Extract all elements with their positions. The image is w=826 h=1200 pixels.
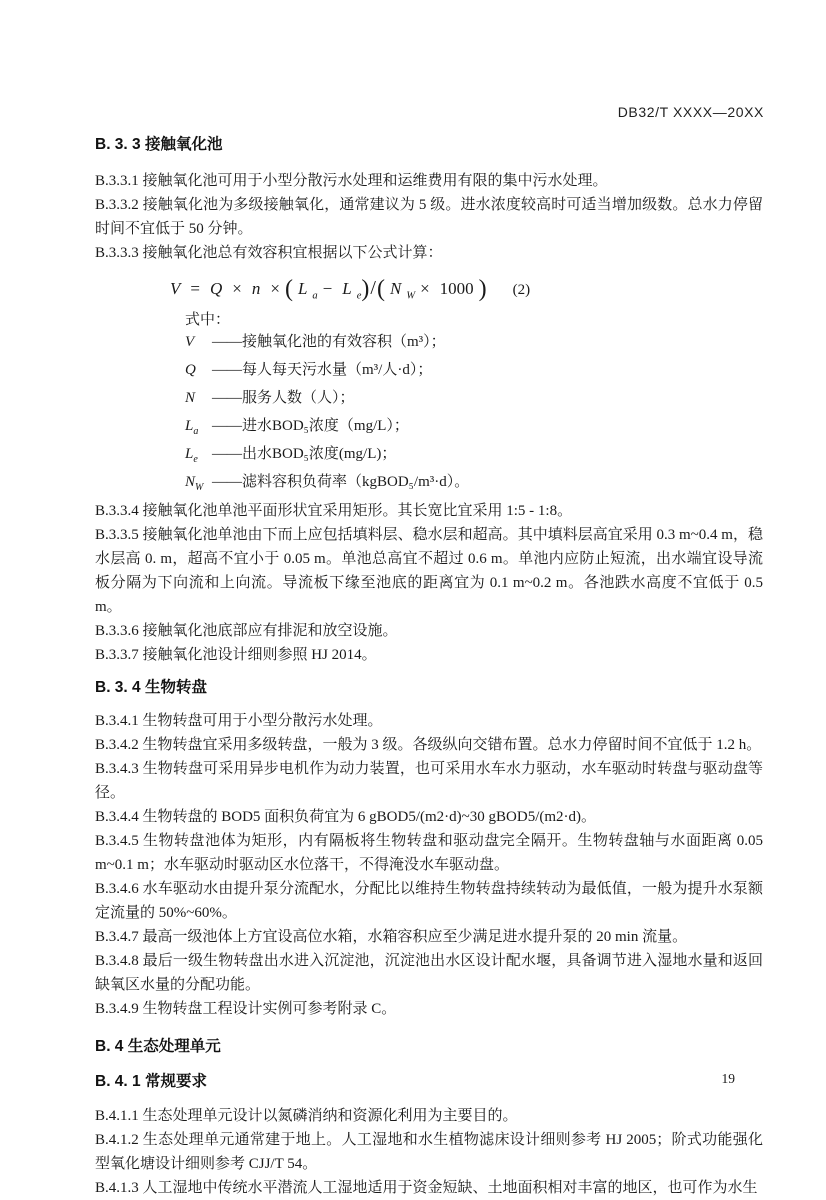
variable-description: ——滤料容积负荷率（kgBOD₅/m³·d）。 bbox=[212, 474, 470, 490]
formula-subscript-e: e bbox=[356, 290, 362, 302]
paragraph-b348: B.3.4.8 最后一级生物转盘出水进入沉淀池，沉淀池出水区设计配水堰，具备调节进入湿地水量和返回缺氧区水量的分配功能。 bbox=[95, 953, 763, 993]
definition-row-nw bbox=[95, 471, 763, 499]
variable-base: V bbox=[185, 334, 195, 350]
definition-row-le bbox=[95, 443, 763, 471]
formula-var-v: V bbox=[170, 279, 181, 298]
variable-description: ——进水BOD₅浓度（mg/L）； bbox=[212, 418, 409, 434]
section-heading-b41: B. 4. 1 常规要求 bbox=[95, 1073, 207, 1090]
variable-base: L bbox=[185, 418, 194, 434]
definition-row-n bbox=[95, 387, 763, 415]
paragraph-b341: B.3.4.1 生物转盘可用于小型分散污水处理。 bbox=[95, 713, 383, 729]
formula-constant-1000: 1000 bbox=[439, 279, 474, 298]
variable-symbol bbox=[185, 443, 212, 471]
paragraph-b412: B.4.1.2 生态处理单元通常建于地上。人工湿地和水生植物滤床设计细则参考 HJ 2005；阶式功能强化型氧化塘设计细则参考 CJJ/T 54。 bbox=[95, 1132, 763, 1172]
definition-row-q bbox=[95, 359, 763, 387]
variable-symbol bbox=[185, 471, 212, 499]
section-heading-b4: B. 4 生态处理单元 bbox=[95, 1038, 221, 1055]
multiply-sign: × bbox=[420, 279, 430, 298]
variable-subscript: W bbox=[195, 482, 204, 493]
formula-var-la: L bbox=[297, 279, 308, 298]
variable-subscript: e bbox=[193, 454, 198, 465]
variable-description: ——接触氧化池的有效容积（m³）； bbox=[212, 334, 446, 350]
standard-code-header: DB32/T XXXX—20XX bbox=[617, 104, 764, 120]
variable-description: ——出水BOD₅浓度(mg/L)； bbox=[212, 446, 397, 462]
paragraph-b345: B.3.4.5 生物转盘池体为矩形，内有隔板将生物转盘和驱动盘完全隔开。生物转盘轴与水面距离 0.05 m~0.1 m；水车驱动时驱动区水位落干，不得淹没水车驱动盘。 bbox=[95, 833, 763, 873]
close-paren: ) bbox=[361, 276, 370, 302]
open-paren: ( bbox=[284, 276, 293, 302]
paragraph-b349: B.3.4.9 生物转盘工程设计实例可参考附录 C。 bbox=[95, 1001, 397, 1017]
variable-base: Q bbox=[185, 362, 196, 378]
variable-symbol bbox=[185, 415, 212, 443]
paragraph-b413: B.4.1.3 人工湿地中传统水平潜流人工湿地适用于资金短缺、土地面积相对丰富的地区，也可作为水生 bbox=[95, 1180, 758, 1196]
where-label: 式中： bbox=[185, 312, 231, 328]
multiply-sign: × bbox=[232, 279, 242, 298]
formula-var-q: Q bbox=[209, 279, 223, 298]
paragraph-b342: B.3.4.2 生物转盘宜采用多级转盘，一般为 3 级。各级纵向交错布置。总水力停留时间不宜低于 1.2 h。 bbox=[95, 737, 762, 753]
multiply-sign: × bbox=[270, 279, 280, 298]
section-heading-b33: B. 3. 3 接触氧化池 bbox=[95, 136, 223, 153]
variable-subscript: a bbox=[193, 426, 199, 437]
divide-sign: / bbox=[370, 277, 376, 299]
page-content bbox=[95, 134, 763, 1200]
formula-subscript-a: a bbox=[312, 290, 318, 302]
minus-sign: − bbox=[322, 279, 333, 298]
variable-description: ——服务人数（人）； bbox=[212, 390, 355, 406]
variable-base: N bbox=[185, 390, 196, 406]
formula-var-n: n bbox=[251, 279, 261, 298]
paragraph-b411: B.4.1.1 生态处理单元设计以氮磷消纳和资源化利用为主要目的。 bbox=[95, 1108, 518, 1124]
paragraph-b344: B.3.4.4 生物转盘的 BOD5 面积负荷宜为 6 gBOD5/(m2·d)~30 gBOD5/(m2·d)。 bbox=[95, 809, 597, 825]
paragraph-b347: B.3.4.7 最高一级池体上方宜设高位水箱，水箱容积应至少满足进水提升泵的 20 min 流量。 bbox=[95, 929, 688, 945]
paragraph-b336: B.3.3.6 接触氧化池底部应有排泥和放空设施。 bbox=[95, 623, 398, 639]
paragraph-b334: B.3.3.4 接触氧化池单池平面形状宜采用矩形。其长宽比宜采用 1:5 - 1:8。 bbox=[95, 503, 573, 519]
definition-row-v bbox=[95, 331, 763, 359]
equals-sign: = bbox=[190, 279, 200, 298]
equation-number: (2) bbox=[512, 282, 531, 298]
section-heading-b34: B. 3. 4 生物转盘 bbox=[95, 679, 207, 696]
variable-description: ——每人每天污水量（m³/人·d）； bbox=[212, 362, 433, 378]
variable-symbol bbox=[185, 359, 212, 387]
variable-symbol bbox=[185, 387, 212, 415]
paragraph-b337: B.3.3.7 接触氧化池设计细则参照 HJ 2014。 bbox=[95, 647, 377, 663]
definition-row-la bbox=[95, 415, 763, 443]
paragraph-b332: B.3.3.2 接触氧化池为多级接触氧化，通常建议为 5 级。进水浓度较高时可适当增加级数。总水力停留时间不宜低于 50 分钟。 bbox=[95, 197, 763, 237]
paragraph-b335: B.3.3.5 接触氧化池单池由下而上应包括填料层、稳水层和超高。其中填料层高宜采用 0.3 m~0.4 m，稳水层高 0. m，超高不宜小于 0.05 m。单池总高宜不超过 0.6 m。单池内应防止短流，出水端宜设导流板分隔为下向流和上向流。导流板下缘至池底的距离宜为 0.1 m~0.2 m。各池跌水高度不宜低于 0.5 m。 bbox=[95, 527, 763, 615]
variable-symbol bbox=[185, 331, 212, 359]
paragraph-b333: B.3.3.3 接触氧化池总有效容积宜根据以下公式计算： bbox=[95, 245, 443, 261]
paragraph-b343: B.3.4.3 生物转盘可采用异步电机作为动力装置，也可采用水车水力驱动，水车驱动时转盘与驱动盘等径。 bbox=[95, 761, 763, 801]
page-number: 19 bbox=[721, 1071, 735, 1086]
close-paren: ) bbox=[478, 276, 487, 302]
formula-equation bbox=[95, 270, 763, 306]
formula-subscript-w: W bbox=[406, 290, 416, 302]
formula-var-nw: N bbox=[389, 279, 402, 298]
variable-base: N bbox=[185, 474, 196, 490]
open-paren: ( bbox=[376, 276, 385, 302]
variable-base: L bbox=[185, 446, 194, 462]
paragraph-b346: B.3.4.6 水车驱动水由提升泵分流配水，分配比以维持生物转盘持续转动为最低值，一般为提升水泵额定流量的 50%~60%。 bbox=[95, 881, 763, 921]
formula-var-le: L bbox=[342, 279, 352, 298]
paragraph-b331: B.3.3.1 接触氧化池可用于小型分散污水处理和运维费用有限的集中污水处理。 bbox=[95, 173, 608, 189]
